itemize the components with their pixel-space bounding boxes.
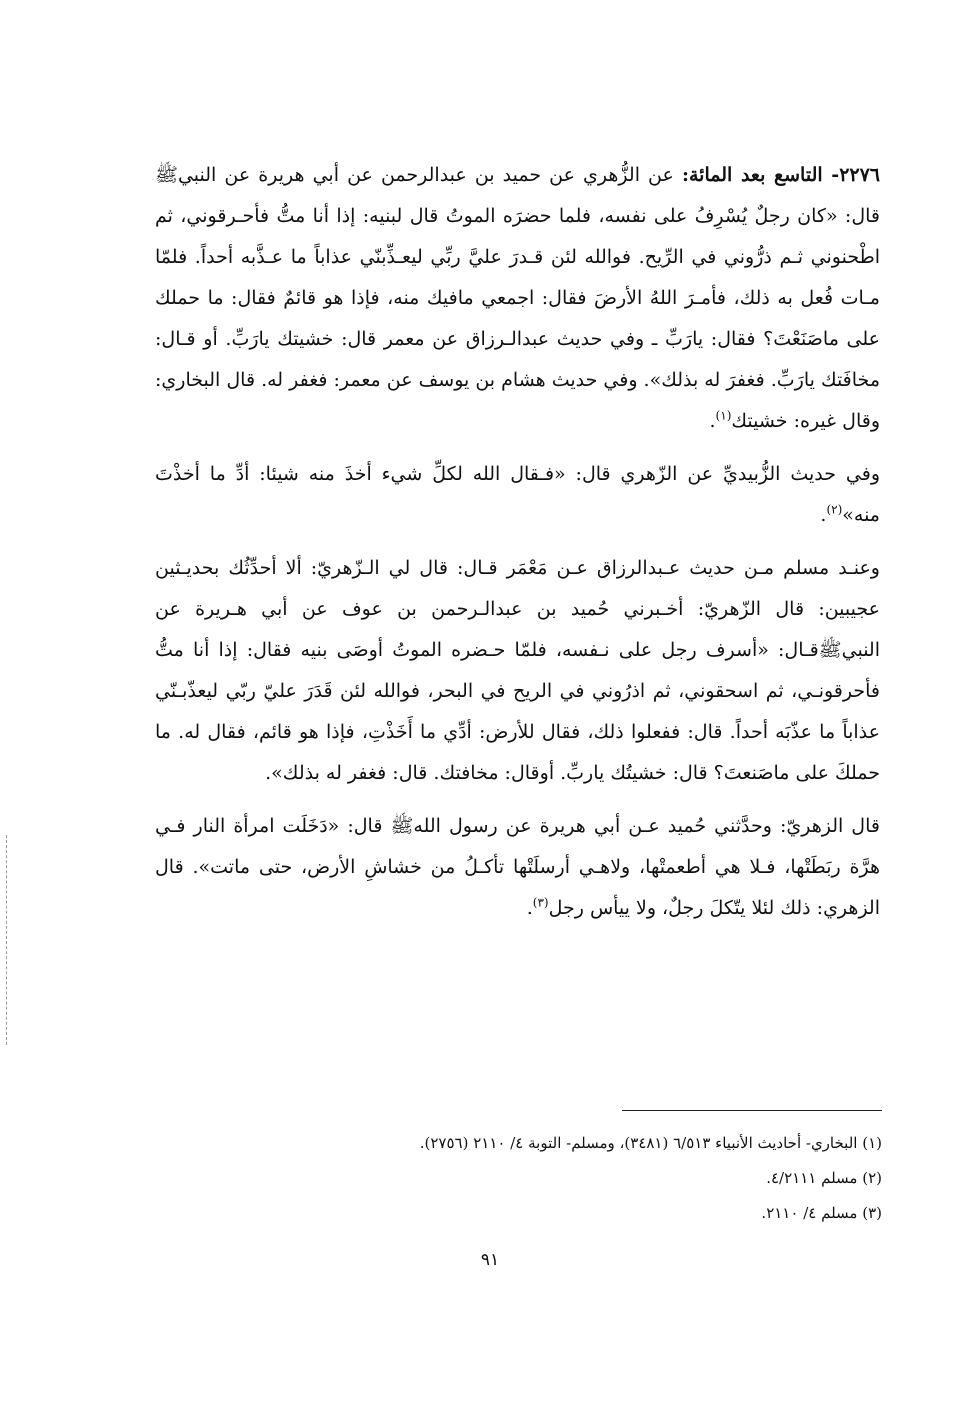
footnote-ref-2[interactable]: (٢)	[826, 502, 843, 517]
footnote-divider	[622, 1110, 882, 1111]
footnote-ref-1[interactable]: (١)	[715, 408, 732, 423]
scan-margin-mark	[6, 835, 7, 1045]
paragraph-2-end: .	[820, 504, 827, 526]
footnote-ref-3[interactable]: (٣)	[532, 895, 549, 910]
paragraph-2-text: وفي حديث الزُّبيديِّ عن الزّهري قال: «فـقال الله لكلِّ شيء أخذَ منه شيئا: أدِّ ما أخذْتَ منه»	[155, 463, 880, 526]
page-number: ٩١	[480, 1250, 500, 1270]
paragraph-zuhri	[155, 806, 880, 929]
footnote-2: (٢) مسلم ٤/٢١١١.	[766, 1169, 882, 1187]
paragraph-4-text: قال الزهريّ: وحدَّثني حُميد عـن أبي هريرة عن رسول اللهﷺ قال: «دَخَلَت امرأة النار فـي هرَّة ربَطَتْها، فـلا هي أطعمتْها، ولاهـي أرسلَتْها تأكـلُ من خشاشِ الأرض، حتى ماتت». قال الزهري: ذلك لئلا يتّكلَ رجلٌ، ولا ييأس رجل	[155, 815, 880, 919]
paragraph-1-text: عن الزُّهري عن حميد بن عبدالرحمن عن أبي هريرة عن النبيﷺ قال: «كان رجلٌ يُسْرِفُ على نفسه، فلما حضرَه الموتُ قال لبنيه: إذا أنا متُّ فأحـرقوني، ثم اطْحنوني ثـم ذرُّوني في الرِّيح. فوالله لئن قـدرَ عليَّ ربِّي ليعـذِّبنّي عذاباً ما عـذَّبه أحداً. فلمّا مـات فُعل به ذلك، فأمـرَ اللهُ الأرضَ فقال: اجمعي مافيك منه، فإذا هو قائمٌ فقال: ما حملك على ماصَنَعْتَ؟ فقال: يارَبِّ ـ وفي حديث عبدالـرزاق عن معمر قال: خشيتك يارَبِّ. أو قـال: مخافَتك يارَبِّ. فغفرَ له بذلك». وفي حديث هشام بن يوسف عن معمر: فغفر له. قال البخاري: وقال غيره: خشيتك	[155, 164, 880, 432]
paragraph-1-end: .	[709, 410, 716, 432]
footnotes	[400, 1126, 882, 1231]
paragraph-3-text: وعنـد مسلم مـن حديث عـبدالرزاق عـن مَعْمَر قـال: قال لي الـزّهريّ: ألا أحدِّثُك بحديـثين عجيبين: قال الزّهريّ: أخـبرني حُميد بن عبدالـرحمن بن عوف عن أبي هـريرة عن النبيﷺقـال: «أسرف رجل على نـفسه، فلمّا حـضره الموتُ أوصَى بنيه فقال: إذا أنا متُّ فأحرقونـي، ثم اسحقوني، ثم اذرُوني في الريح في البحر، فوالله لئن قَدَرَ عليّ ربّي ليعذّبـنّي عذاباً ما عذّبَه أحداً. قال: ففعلوا ذلك، فقال للأرض: أدِّي ما أَخَذْتِ، فإذا هو قائم، فقال له. ما حملكَ على ماصَنعتَ؟ قال: خشيتُك ياربِّ. أوقال: مخافتك. قال: فغفر له بذلك».	[155, 557, 880, 784]
paragraph-4-end: .	[526, 897, 533, 919]
paragraph-zubaydi	[155, 454, 880, 536]
footnote-3: (٣) مسلم ٤/ ٢١١٠.	[761, 1204, 882, 1222]
footnote-1: (١) البخاري- أحاديث الأنبياء ٦/٥١٣ (٣٤٨١)، ومسلم- التوبة ٤/ ٢١١٠ (٢٧٥٦).	[419, 1134, 882, 1152]
hadith-heading: ٢٢٧٦- التاسع بعد المائة:	[681, 164, 881, 186]
main-text	[155, 155, 880, 929]
paragraph-muslim	[155, 548, 880, 794]
paragraph-hadith-2276	[155, 155, 880, 442]
